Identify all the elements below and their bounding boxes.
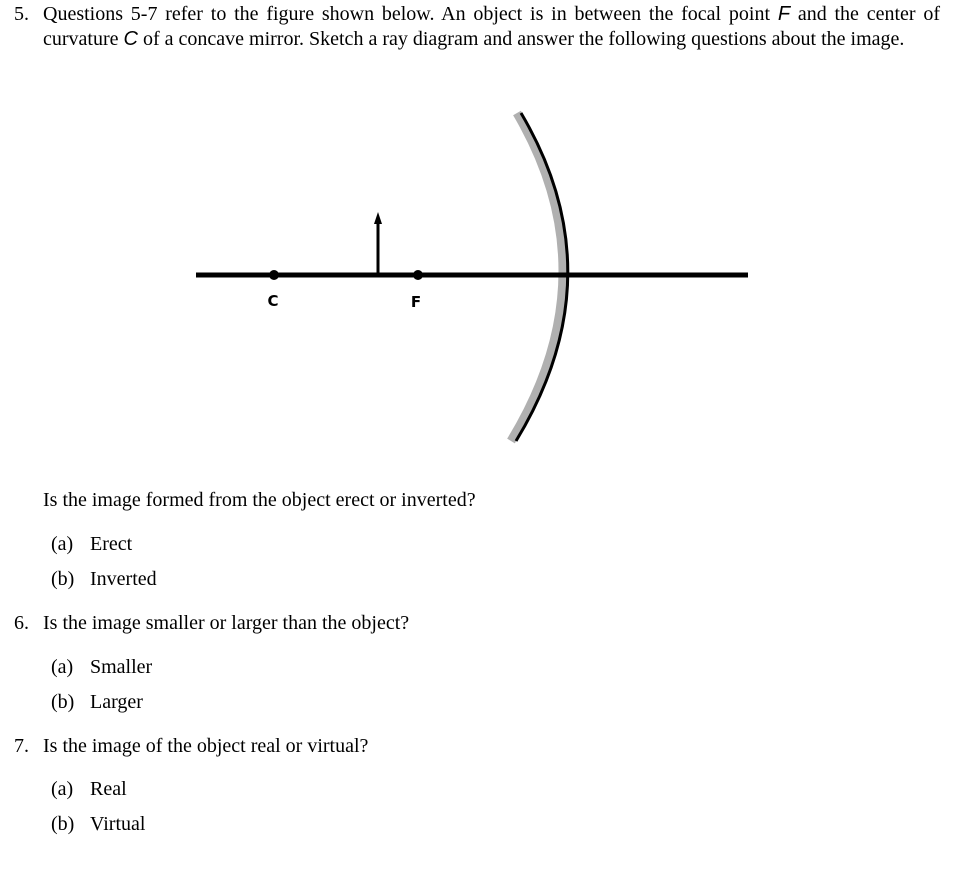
option-letter: (b) xyxy=(51,568,75,590)
option-text: Larger xyxy=(90,691,143,713)
option-text: Real xyxy=(90,778,127,800)
question-7-option-b xyxy=(51,812,145,836)
question-7-number: 7. xyxy=(14,735,29,757)
question-5-prompt: Is the image formed from the object erect or inverted? xyxy=(43,489,476,511)
question-6-prompt: Is the image smaller or larger than the object? xyxy=(43,612,410,634)
intro-text-part-2: and the center of curvature xyxy=(43,3,941,50)
question-6 xyxy=(14,611,409,635)
option-letter: (b) xyxy=(51,691,75,713)
intro-text-part-1: Questions 5-7 refer to the figure shown below. An object is in between the focal point xyxy=(43,3,771,25)
center-of-curvature-symbol: C xyxy=(123,28,138,50)
question-7-prompt: Is the image of the object real or virtual? xyxy=(43,735,369,757)
option-letter: (a) xyxy=(51,656,74,678)
focal-point-symbol: F xyxy=(777,3,791,25)
option-text: Inverted xyxy=(90,568,157,590)
question-7 xyxy=(14,734,368,758)
label-f: F xyxy=(410,293,422,311)
question-5-option-b xyxy=(51,567,157,591)
question-5-option-a xyxy=(51,532,132,556)
question-6-option-b xyxy=(51,690,143,714)
center-of-curvature-point xyxy=(269,270,279,280)
question-7-option-a xyxy=(51,777,127,801)
intro-text-part-3: of a concave mirror. Sketch a ray diagram and answer the following questions about the image. xyxy=(142,28,905,50)
option-text: Erect xyxy=(90,533,133,555)
question-6-option-a xyxy=(51,655,152,679)
question-5-number: 5. xyxy=(14,3,29,25)
option-letter: (a) xyxy=(51,778,74,800)
option-letter: (a) xyxy=(51,533,74,555)
object-arrow-head xyxy=(374,212,382,224)
focal-point xyxy=(413,270,423,280)
question-6-number: 6. xyxy=(14,612,29,634)
option-letter: (b) xyxy=(51,813,75,835)
option-text: Virtual xyxy=(90,813,146,835)
option-text: Smaller xyxy=(90,656,153,678)
label-c: C xyxy=(267,292,279,310)
